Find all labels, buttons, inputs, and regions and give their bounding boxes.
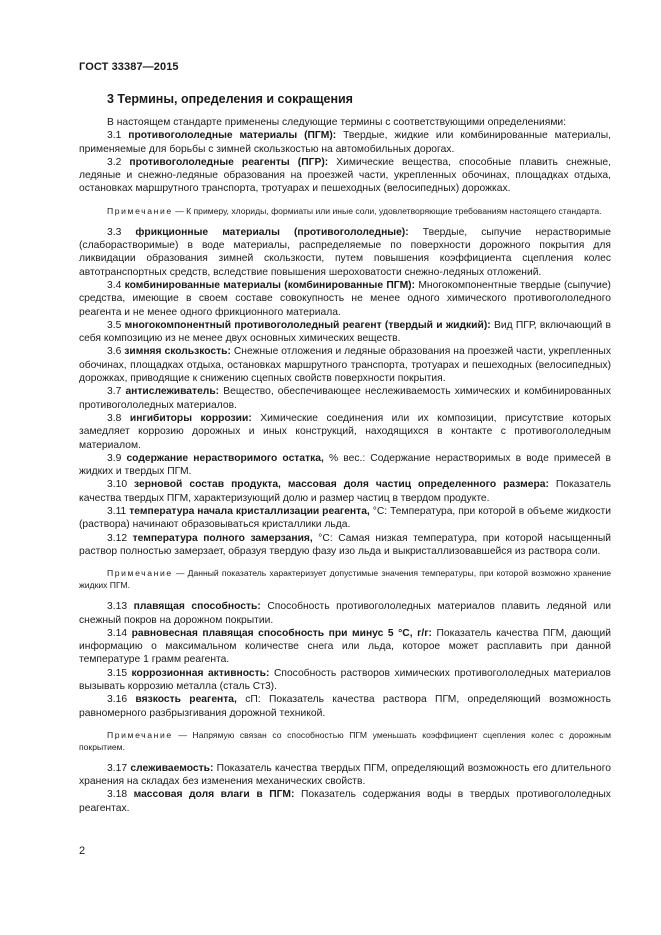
term-3-4 <box>79 279 611 319</box>
term-number: 3.13 <box>107 601 128 613</box>
term-number: 3.8 <box>107 412 122 424</box>
term-name: температура начала кристаллизации реагента, <box>129 506 370 518</box>
term-3-2 <box>79 156 611 196</box>
term-name: фрикционные материалы (противогололедные): <box>135 226 409 238</box>
term-definition: Твердые, жидкие или комбинированные материалы, применяемые для борьбы с зимней скользкостью на автомобильных дорогах. <box>79 130 611 155</box>
term-name: содержание нерастворимого остатка, <box>126 452 324 464</box>
section-title: 3 Термины, определения и сокращения <box>107 92 353 106</box>
term-name: коррозионная активность: <box>131 667 270 679</box>
term-definition: Снежные отложения и ледяные образования на проезжей части, укрепленных обочинах, площадках отдыха, остановках маршрутного транспорта, тротуарах и пешеходных (велосипедных) дорожках, приводящие к снижению сцепных свойств поверхности покрытия. <box>79 346 611 385</box>
term-3-10 <box>79 478 611 505</box>
term-definition: % вес.: Содержание нерастворимых в воде примесей в жидких и твердых ПГМ. <box>79 452 611 478</box>
term-name: противогололедные реагенты (ПГР): <box>129 156 329 168</box>
term-3-15 <box>79 667 611 694</box>
term-3-5 <box>79 319 611 346</box>
term-number: 3.7 <box>107 386 122 398</box>
term-name: ингибиторы коррозии: <box>129 412 252 424</box>
term-definition: Показатель качества твердых ПГМ, определяющий возможность его длительного хранения на складах без изменения механических свойств. <box>79 762 611 788</box>
term-definition: Многокомпонентные твердые (сыпучие) средства, имеющие в своем составе совокупность не менее одного химического противогололедного реагента и не менее одного фрикционного материала. <box>79 279 611 318</box>
term-definition: Показатель качества твердых ПГМ, характеризующий долю и размер частиц в твердом продукте. <box>79 479 611 504</box>
term-definition: Твердые, сыпучие нерастворимые (слаборастворимые) в воде материалы, распределяемые по поверхности дорожного покрытия для ликвидации образования зимней скользкости, путем повышения коэффициента сцепления колес автотранспортных средств, вследствие повышения шероховатости снежно-ледяных отложений. <box>79 226 611 278</box>
term-3-13 <box>79 600 611 627</box>
term-name: массовая доля влаги в ПГМ: <box>133 789 295 801</box>
note-label: Примечание <box>107 205 173 216</box>
term-name: плавящая способность: <box>133 601 261 613</box>
term-definition: Вид ПГР, включающий в себя композицию из не менее двух основных химических веществ. <box>79 319 611 345</box>
term-number: 3.1 <box>107 130 122 142</box>
term-definition: Показатель качества ПГМ, дающий информацию о максимальном количестве снега или льда, которое может расплавить при данной температуре 1 грамм реагента. <box>79 627 611 666</box>
term-number: 3.17 <box>107 762 128 774</box>
note-3 <box>79 729 611 753</box>
note-text: — Данный показатель характеризует допустимые значения температуры, при которой возможно хранение жидких ПГМ. <box>79 568 611 591</box>
term-3-8 <box>79 412 611 452</box>
term-name: зимняя скользкость: <box>124 346 231 358</box>
term-name: противогололедные материалы (ПГМ): <box>128 130 337 142</box>
term-number: 3.15 <box>107 667 128 679</box>
note-label: Примечание <box>107 568 173 579</box>
term-name: антислеживатель: <box>125 386 220 398</box>
note-label: Примечание <box>107 729 173 740</box>
term-definition: °С: Самая низкая температура, при которой насыщенный раствор полностью замерзает, образуя твердую фазу изо льда и выкристаллизовавшейся из раствора соли. <box>79 532 611 557</box>
note-text: — К примеру, хлориды, формиаты или иные соли, удовлетворяющие требованиям настоящего стандарта. <box>175 205 602 216</box>
term-number: 3.5 <box>107 319 122 331</box>
term-number: 3.12 <box>107 532 128 544</box>
term-number: 3.10 <box>107 479 128 491</box>
term-3-9 <box>79 452 611 479</box>
note-2 <box>79 567 611 591</box>
term-3-11 <box>79 505 611 532</box>
term-3-16 <box>79 693 611 720</box>
term-3-3 <box>79 226 611 279</box>
term-definition: Способность растворов химических противогололедных материалов вызывать коррозию металла (сталь Ст3). <box>79 667 611 692</box>
term-name: вязкость реагента, <box>135 694 237 706</box>
term-definition: Химические вещества, способные плавить снежные, ледяные и снежно-ледяные образования на проезжей части, укрепленных обочинах, площадках отдыха, остановках маршрутного транспорта, тротуарах и пешеходных (велосипедных) дорожках. <box>79 156 611 195</box>
term-3-18 <box>79 788 611 815</box>
term-name: слеживаемость: <box>130 762 214 774</box>
term-3-7 <box>79 385 611 412</box>
term-number: 3.4 <box>107 279 122 291</box>
term-name: равновесная плавящая способность при минус 5 °С, г/г: <box>131 627 432 639</box>
term-number: 3.11 <box>107 506 127 518</box>
term-number: 3.2 <box>107 156 122 168</box>
note-text: — Напрямую связан со способностью ПГМ уменьшать коэффициент сцепления колес с дорожным покрытием. <box>79 729 612 752</box>
section-content <box>79 116 611 815</box>
term-3-6 <box>79 345 611 385</box>
page-number: 2 <box>79 845 86 857</box>
term-definition: сП: Показатель качества раствора ПГМ, определяющий возможность равномерного разбрызгивания дорожной техникой. <box>79 694 611 719</box>
term-definition: Вещество, обеспечивающее неслеживаемость химических и комбинированных противогололедных материалов. <box>79 386 611 411</box>
term-definition: °С: Температура, при которой в объеме жидкости (раствора) начинают образовываться кристаллики льда. <box>79 506 611 531</box>
term-number: 3.14 <box>107 627 128 639</box>
term-number: 3.3 <box>107 226 122 238</box>
term-number: 3.16 <box>107 694 128 706</box>
term-3-1 <box>79 129 611 156</box>
term-name: комбинированные материалы (комбинированные ПГМ): <box>124 279 416 291</box>
term-definition: Показатель содержания воды в твердых противогололедных реагентах. <box>79 789 611 814</box>
term-name: зерновой состав продукта, массовая доля частиц определенного размера: <box>134 479 549 491</box>
term-3-17 <box>79 762 611 789</box>
term-number: 3.6 <box>107 346 122 358</box>
intro-paragraph: В настоящем стандарте применены следующие термины с соответствующими определениями: <box>107 117 567 128</box>
document-code: ГОСТ 33387—2015 <box>79 61 179 73</box>
term-number: 3.18 <box>107 789 128 801</box>
term-3-12 <box>79 532 611 559</box>
term-definition: Способность противогололедных материалов плавить ледяной или снежный покров на дорожном покрытии. <box>79 601 611 626</box>
note-1 <box>79 205 611 217</box>
term-3-14 <box>79 627 611 667</box>
term-name: многокомпонентный противогололедный реагент (твердый и жидкий): <box>124 319 491 331</box>
term-definition: Химические соединения или их композиции, присутствие которых замедляет коррозию дорожных и иных конструкций, находящихся в контакте с противогололедным материалом. <box>79 412 611 451</box>
term-number: 3.9 <box>107 452 122 464</box>
term-name: температура полного замерзания, <box>132 532 313 544</box>
